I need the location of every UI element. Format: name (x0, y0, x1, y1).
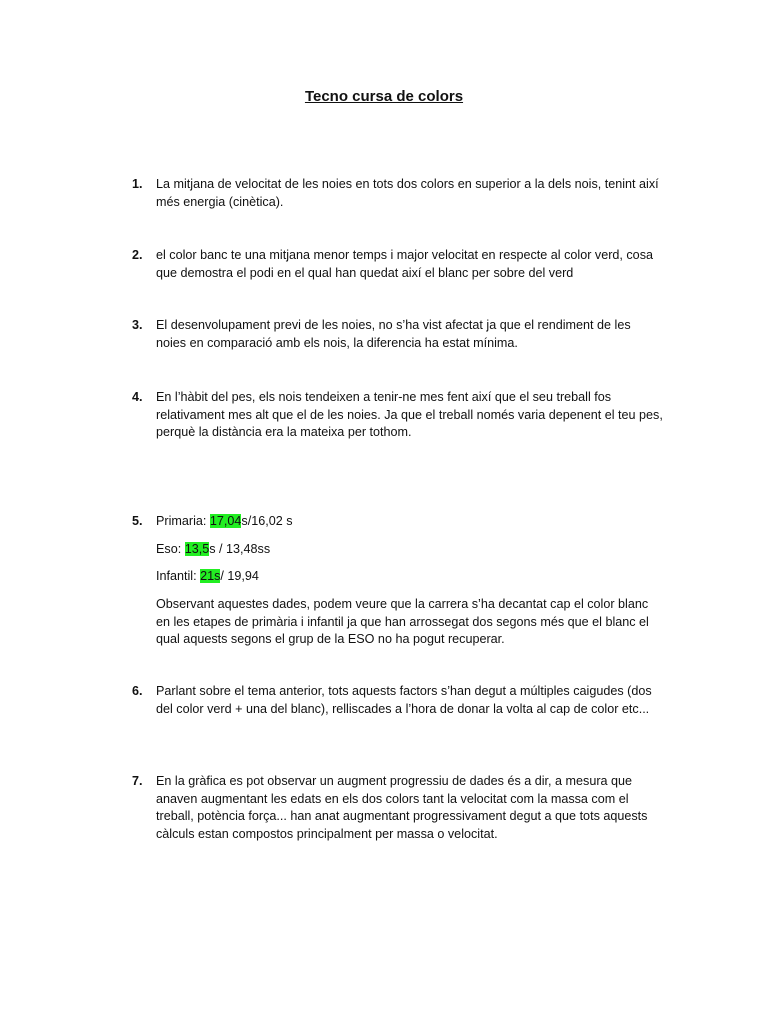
document-title: Tecno cursa de colors (304, 88, 464, 105)
highlighted-value: 21s (200, 569, 221, 583)
result-label: Eso: (156, 542, 185, 556)
item-number: 5. (132, 514, 143, 528)
item-number: 4. (132, 390, 143, 404)
item-text: En la gràfica es pot observar un augment progressiu de dades és a dir, a mesura que anaven augmentant les edats en els dos colors tant la velocitat com la massa com el treball, potència força... han anat augmentant progressivament degut a que tots aquests càlculs estan compostos principalment per massa o velocitat. (156, 774, 648, 841)
item-number: 1. (132, 177, 143, 191)
result-eso (156, 541, 664, 559)
highlighted-value: 13,5 (184, 542, 210, 556)
item-text: El desenvolupament previ de les noies, no s’ha vist afectat ja que el rendiment de les noies en comparació amb els nois, la diferencia ha estat mínima. (156, 318, 631, 350)
result-rest: / 19,94 (220, 569, 259, 583)
item-text: el color banc te una mitjana menor temps i major velocitat en respecte al color verd, cosa que demostra el podi en el qual han quedat així el blanc per sobre del verd (156, 248, 653, 280)
item-text: La mitjana de velocitat de les noies en tots dos colors en superior a la dels nois, tenint així més energia (cinètica). (156, 177, 659, 209)
item-text: Parlant sobre el tema anterior, tots aquests factors s’han degut a múltiples caigudes (dos del color verd + una del blanc), relliscades a l’hora de donar la volta al cap de color etc... (156, 684, 652, 716)
highlighted-value: 17,04 (209, 514, 242, 528)
result-rest: s/16,02 s (241, 514, 293, 528)
result-rest: s / 13,48ss (209, 542, 271, 556)
item-number: 6. (132, 684, 143, 698)
result-infantil (156, 568, 664, 586)
result-primaria (156, 513, 664, 531)
item-number: 3. (132, 318, 143, 332)
item-number: 2. (132, 248, 143, 262)
item-text: En l’hàbit del pes, els nois tendeixen a tenir-ne mes fent així que el seu treball fos relativament mes alt que el de les noies. Ja que el treball només varia depenent el teu pes, perquè la distància era la mateixa per tothom. (156, 390, 663, 440)
result-label: Infantil: (156, 569, 201, 583)
item-text: Observant aquestes dades, podem veure que la carrera s’ha decantat cap el color blanc en les etapes de primària i infantil ja que han arrossegat dos segons més que el blanc el qual aquests segons el grup de la ESO no ha pogut recuperar. (156, 597, 649, 647)
item-number: 7. (132, 774, 143, 788)
result-label: Primaria: (156, 514, 210, 528)
